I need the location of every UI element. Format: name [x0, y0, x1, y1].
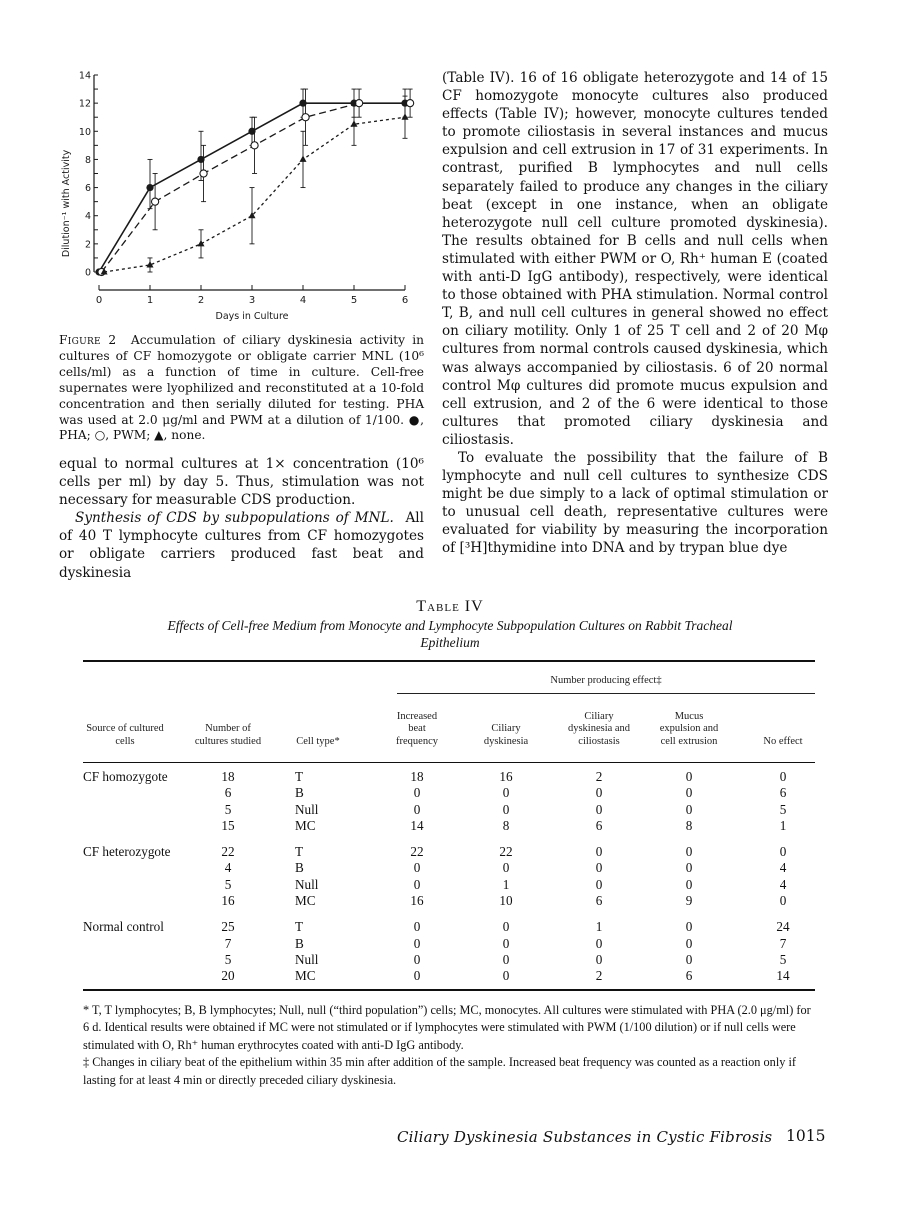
table-cell: B	[295, 860, 304, 876]
footnote: * T, T lymphocytes; B, B lymphocytes; Null, null (“third population”) cells; MC, monocytes. All cultures were stimulated with PHA (2.0 μg/ml) for 6 d. Identical results were obtained if MC were not stimulated or if lymphocytes were stimulated with PWM (1/100 dilution) or if null cells were stimulated with O, Rh⁺ human erythrocytes coated with anti-D IgG antibody.	[83, 1003, 811, 1052]
table-cell: B	[295, 935, 304, 951]
table-cell: 0	[595, 785, 603, 801]
table-cell: 16	[221, 893, 235, 909]
table-cell: 15	[221, 817, 235, 833]
table-cell: 0	[685, 919, 693, 935]
table-cell: 0	[413, 919, 421, 935]
table-cell: 18	[221, 769, 235, 784]
table-bottom-rule	[83, 989, 815, 991]
table-title: Table IV	[416, 598, 484, 615]
table-header	[83, 662, 815, 762]
table-cell: 6	[224, 785, 232, 801]
table-cell: 7	[224, 935, 232, 951]
table-cell: 14	[410, 817, 424, 833]
table-cell: T	[295, 844, 304, 860]
table-cell: 5	[224, 801, 232, 817]
table-row	[83, 844, 815, 860]
table-cell: 0	[779, 844, 787, 860]
column-header: Mucus expulsion and cell extrusion	[659, 710, 719, 747]
table-cell: Null	[295, 951, 319, 967]
column-header: Cell type*	[296, 735, 340, 747]
table-cell: T	[295, 769, 304, 784]
table-cell: 4	[779, 876, 787, 892]
table-cell: 0	[595, 844, 603, 860]
table-cell: 0	[595, 951, 603, 967]
source-cell: CF homozygote	[83, 769, 168, 784]
table-cell: 20	[221, 968, 235, 984]
row-gap	[83, 909, 815, 919]
table-cell: 0	[779, 769, 787, 784]
table-cell: 0	[685, 951, 693, 967]
right-paragraph: To evaluate the possibility that the failure of B lymphocyte and null cell cultures to synthesize CDS might be due simply to a lack of optimal stimulation or to unusual cell death, representative cultures were evaluated for viability by measuring the incorporation of [³H]thymidine into DNA and by trypan blue dye	[442, 449, 828, 557]
right-paragraph: (Table IV). 16 of 16 obligate heterozygote and 14 of 15 CF homozygote monocyte cultures also produced effects (Table IV); however, monocyte cultures tended to promote ciliostasis in several instances and mucus expulsion and cell extrusion in 17 of 31 experiments. In contrast, purified B lymphocytes and null cells separately failed to produce any changes in the ciliary beat (except in one instance, when an obligate heterozygote null cell culture promoted dyskinesia). The results obtained for B cells and null cells when stimulated with either PWM or O, Rh⁺ human E (coated with anti-D IgG antibody), respectively, were identical to those obtained with PHA stimulation. Normal control T, B, and null cell cultures in general showed no effect on ciliary motility. Only 1 of 25 T cell and 2 of 20 Mφ cultures from normal controls caused dyskinesia, which was always accompanied by ciliostasis. 6 of 20 normal control Mφ cultures did promote mucus expulsion and cell extrusion, and 2 of the 6 were identical to those cultures that promoted ciliary dyskinesia and ciliostasis.	[442, 70, 828, 448]
table-cell: 0	[413, 935, 421, 951]
table-cell: 22	[221, 844, 235, 860]
table-cell: 8	[685, 817, 693, 833]
y-tick-label: 0	[84, 267, 91, 279]
group-header-rule	[397, 693, 815, 694]
table-cell: 0	[502, 860, 510, 876]
table-cell: 0	[595, 935, 603, 951]
table-cell: 0	[413, 785, 421, 801]
table-cell: 22	[410, 844, 424, 860]
table-row	[83, 785, 815, 801]
table-cell: 6	[779, 785, 787, 801]
data-point-pwm	[407, 100, 414, 107]
table-cell: 0	[413, 801, 421, 817]
footnote: ‡ Changes in ciliary beat of the epithelium within 35 min after addition of the sample. Increased beat frequency was counted as a reaction only if lasting for at least 4 min or directly preceded ciliary dyskinesia.	[83, 1055, 796, 1087]
table-cell: 0	[502, 968, 510, 984]
data-point-pwm	[152, 198, 159, 205]
y-tick-label: 10	[78, 126, 91, 138]
table-cell: 1	[502, 876, 510, 892]
table-cell: 22	[499, 844, 513, 860]
source-cell: CF heterozygote	[83, 844, 171, 860]
table-cell: 8	[502, 817, 510, 833]
table-cell: 4	[224, 860, 232, 876]
table-row	[83, 968, 815, 984]
group-header: Number producing effect‡	[550, 675, 662, 686]
table-cell: MC	[295, 968, 316, 984]
table-cell: 0	[413, 876, 421, 892]
table-cell: 24	[776, 919, 790, 935]
table-footnotes	[83, 1002, 815, 1089]
table-cell: 0	[685, 860, 693, 876]
data-point-pwm	[356, 100, 363, 107]
table-row	[83, 936, 815, 952]
data-point-pwm	[302, 114, 309, 121]
left-paragraph	[59, 509, 424, 581]
figure-2	[55, 62, 425, 322]
running-footer: Ciliary Dyskinesia Substances in Cystic Fibrosis	[397, 1128, 773, 1146]
table-cell: MC	[295, 817, 316, 833]
table-cell: Null	[295, 801, 319, 817]
y-axis-label: Dilution⁻¹ with Activity	[61, 149, 72, 258]
table-cell: 5	[224, 876, 232, 892]
page-number: 1015	[786, 1127, 826, 1145]
x-tick-label: 4	[299, 295, 307, 306]
table-cell: B	[295, 785, 304, 801]
table-row	[83, 802, 815, 818]
data-point-pha	[146, 184, 153, 191]
y-tick-label: 2	[84, 239, 91, 251]
table-cell: 0	[413, 951, 421, 967]
table-cell: 0	[595, 860, 603, 876]
column-header: Ciliary dyskinesia and ciliostasis	[567, 710, 631, 747]
table-cell: 0	[502, 935, 510, 951]
table-cell: 0	[779, 893, 787, 909]
table-subtitle: Effects of Cell-free Medium from Monocyte and Lymphocyte Subpopulation Cultures on Rabbit Tracheal Epithelium	[167, 618, 733, 650]
table-row	[83, 952, 815, 968]
section-heading: Synthesis of CDS by subpopulations of MNL.	[75, 510, 394, 527]
column-header: No effect	[763, 735, 803, 747]
table-cell: 16	[410, 893, 424, 909]
x-axis-label: Days in Culture	[215, 311, 289, 322]
table-cell: 25	[221, 919, 235, 935]
figure-caption-label: Figure 2	[59, 333, 117, 347]
x-tick-label: 1	[146, 295, 154, 306]
table-cell: Null	[295, 876, 319, 892]
table-cell: 1	[595, 919, 603, 935]
table-cell: 5	[779, 951, 787, 967]
y-tick-label: 8	[84, 154, 91, 166]
data-point-pwm	[251, 142, 258, 149]
table-row	[83, 893, 815, 909]
table-cell: 14	[776, 968, 790, 984]
table-cell: 2	[595, 968, 603, 984]
table-cell: 5	[779, 801, 787, 817]
data-point-pwm	[200, 170, 207, 177]
table-cell: 18	[410, 769, 424, 784]
table-row	[83, 919, 815, 935]
table-row	[83, 769, 815, 785]
column-header: Ciliary dyskinesia	[483, 723, 529, 747]
table-cell: 9	[685, 893, 693, 909]
figure-caption	[59, 333, 424, 444]
column-header: Increased beat frequency	[396, 710, 438, 747]
table-cell: 10	[499, 893, 513, 909]
table-cell: 16	[499, 769, 513, 784]
table-iv	[83, 660, 815, 991]
table-row	[83, 818, 815, 834]
x-tick-label: 0	[95, 295, 103, 306]
y-tick-label: 6	[84, 183, 91, 195]
table-cell: 0	[685, 935, 693, 951]
column-header: Number of cultures studied	[194, 723, 262, 747]
table-row	[83, 860, 815, 876]
table-cell: 2	[595, 769, 603, 784]
data-point-none	[402, 113, 409, 120]
table-cell: 5	[224, 951, 232, 967]
table-cell: 6	[685, 968, 693, 984]
right-column	[442, 69, 828, 558]
table-cell: 0	[413, 968, 421, 984]
table-row	[83, 877, 815, 893]
y-tick-label: 14	[78, 70, 91, 82]
column-header: Source of cultured cells	[86, 723, 164, 747]
data-point-none	[300, 155, 307, 162]
row-gap	[83, 834, 815, 844]
table-cell: 0	[595, 801, 603, 817]
table-cell: 1	[779, 817, 787, 833]
y-tick-label: 12	[78, 98, 91, 110]
figure-caption-text: Accumulation of ciliary dyskinesia activity in cultures of CF homozygote or obligate carrier MNL (10⁶ cells/ml) as a function of time in culture. Cell-free supernates were lyophilized and reconstituted at a 10-fold concentration and then serially diluted for testing. PHA was used at 2.0 μg/ml and PWM at a dilution of 1/100. ●, PHA; ○, PWM; ▲, none.	[59, 333, 424, 443]
paragraph-text: All of 40 T lymphocyte cultures from CF homozygotes or obligate carriers produced fast beat and dyskinesia	[59, 510, 424, 581]
table-cell: T	[295, 919, 304, 935]
table-cell: 0	[685, 769, 693, 784]
source-cell: Normal control	[83, 919, 164, 935]
table-cell: 6	[595, 893, 603, 909]
x-tick-label: 5	[350, 295, 358, 306]
left-column	[59, 455, 424, 582]
table-cell: 0	[413, 860, 421, 876]
table-cell: 0	[595, 876, 603, 892]
table-cell: MC	[295, 893, 316, 909]
left-paragraph: equal to normal cultures at 1× concentration (10⁶ cells per ml) by day 5. Thus, stimulation was not necessary for measurable CDS production.	[59, 456, 424, 509]
table-cell: 0	[685, 844, 693, 860]
table-cell: 7	[779, 935, 787, 951]
table-cell: 0	[685, 876, 693, 892]
table-cell: 0	[502, 801, 510, 817]
table-cell: 0	[685, 785, 693, 801]
y-tick-label: 4	[84, 211, 91, 223]
table-cell: 0	[685, 801, 693, 817]
chart-svg	[55, 62, 425, 322]
x-tick-label: 3	[248, 295, 256, 306]
table-cell: 0	[502, 919, 510, 935]
table-cell: 4	[779, 860, 787, 876]
table-cell: 6	[595, 817, 603, 833]
table-cell: 0	[502, 951, 510, 967]
x-tick-label: 6	[401, 295, 409, 306]
table-heading	[80, 598, 820, 651]
x-tick-label: 2	[197, 295, 205, 306]
table-cell: 0	[502, 785, 510, 801]
table-body	[83, 763, 815, 985]
